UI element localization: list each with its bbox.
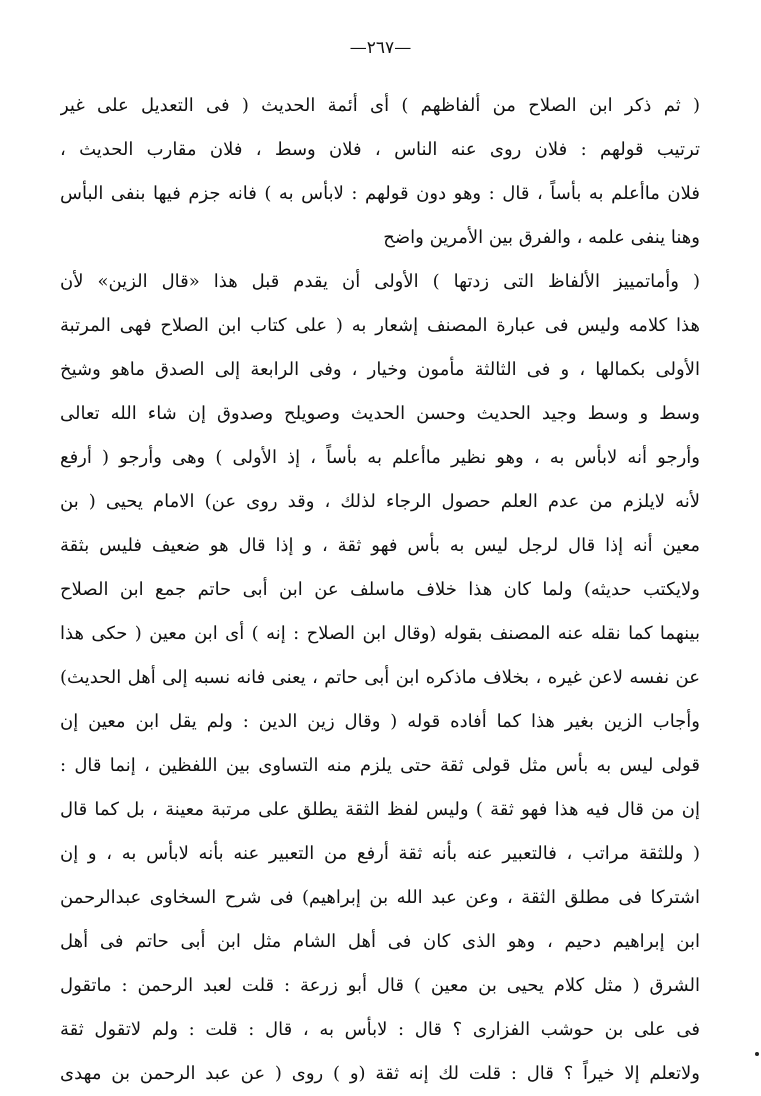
text-line: قولى ليس به بأس مثل قولى ثقة حتى يلزم منه التساوى بين اللفظين ، إنما قال : xyxy=(60,755,700,776)
text-line: بينهما كما نقله عنه المصنف بقوله (وقال ابن الصلاح : إنه ) أى ابن معين ( حكى هذا xyxy=(60,623,700,644)
text-line: فى على بن حوشب الفزارى ؟ قال : لابأس به ، قال : قلت : ولم لاتقول ثقة xyxy=(60,1019,700,1040)
text-line: ولايكتب حديثه) ولما كان هذا خلاف ماسلف عن ابن أبى حاتم جمع ابن الصلاح xyxy=(60,579,700,600)
text-line: ولاتعلم إلا خيراً ؟ قال : قلت لك إنه ثقة (و ) روى ( عن عبد الرحمن بن مهدى xyxy=(60,1063,700,1084)
text-line: ابن إبراهيم دحيم ، وهو الذى كان فى أهل الشام مثل ابن أبى حاتم فى أهل xyxy=(60,931,700,952)
text-line: وأجاب الزين بغير هذا كما أفاده قوله ( وقال زين الدين : ولم يقل ابن معين إن xyxy=(60,711,700,732)
text-line: وأرجو أنه لابأس به ، وهو نظير ماأعلم به بأساً ، إذ الأولى ) وهى وأرجو ( أرفع xyxy=(60,447,700,468)
text-line: لأنه لايلزم من عدم العلم حصول الرجاء لذلك ، وقد روى عن) الامام يحيى ( بن xyxy=(60,491,700,512)
text-line: عن نفسه لاعن غيره ، بخلاف ماذكره ابن أبى حاتم ، يعنى فانه نسبه إلى أهل الحديث) xyxy=(60,667,700,688)
text-line: معين أنه إذا قال لرجل ليس به بأس فهو ثقة ، و إذا قال هو ضعيف فليس بثقة xyxy=(60,535,700,556)
text-line: ( وأماتمييز الألفاظ التى زدتها ) الأولى أن يقدم قبل هذا «قال الزين» لأن xyxy=(60,271,700,292)
text-line: وسط و وسط وجيد الحديث وحسن الحديث وصويلح وصدوق إن شاء الله تعالى xyxy=(60,403,700,424)
text-line: ترتيب قولهم : فلان روى عنه الناس ، فلان وسط ، فلان مقارب الحديث ، xyxy=(60,139,700,160)
text-line: إن من قال فيه هذا فهو ثقة ) وليس لفظ الثقة يطلق على مرتبة معينة ، بل كما قال xyxy=(60,799,700,820)
text-line: ( ثم ذكر ابن الصلاح من ألفاظهم ) أى أئمة الحديث ( فى التعديل على غير xyxy=(60,95,700,116)
text-line: ( وللثقة مراتب ، فالتعبير عنه بأنه ثقة أرفع من التعبير عنه بأنه لابأس به ، و إن xyxy=(60,843,700,864)
text-line: فلان ماأعلم به بأساً ، قال : وهو دون قولهم : لابأس به ) فانه جزم فيها بنفى البأس xyxy=(60,183,700,204)
text-line: الشرق ( مثل كلام يحيى بن معين ) قال أبو زرعة : قلت لعبد الرحمن : ماتقول xyxy=(60,975,700,996)
text-line: وهنا ينفى علمه ، والفرق بين الأمرين واضح xyxy=(383,227,700,248)
text-line: الأولى بكمالها ، و فى الثالثة مأمون وخيار ، وفى الرابعة إلى الصدق ماهو وشيخ xyxy=(60,359,700,380)
scan-speck xyxy=(755,1052,759,1056)
text-line: هذا كلامه وليس فى عبارة المصنف إشعار به ( على كتاب ابن الصلاح فهى المرتبة xyxy=(60,315,700,336)
body-text xyxy=(60,84,700,1096)
text-line: اشتركا فى مطلق الثقة ، وعن عبد الله بن إبراهيم) فى شرح السخاوى عبدالرحمن xyxy=(60,887,700,908)
page-number: —٢٦٧— xyxy=(349,38,412,58)
